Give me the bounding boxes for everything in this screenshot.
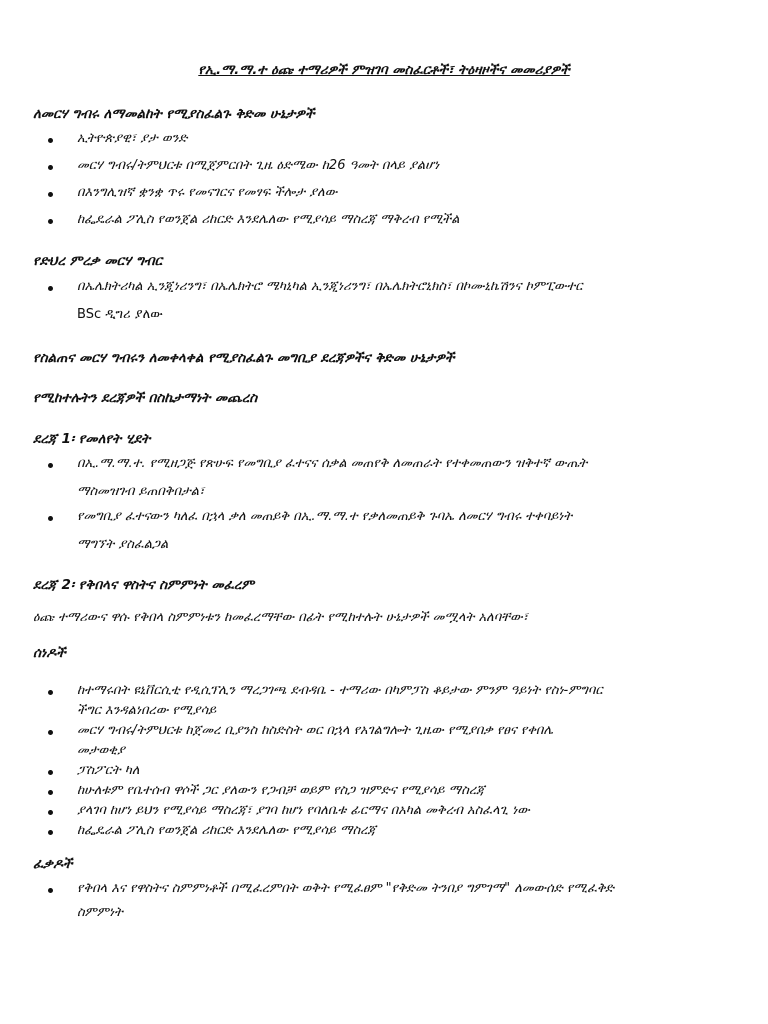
bullet-marker: [48, 165, 53, 170]
bullet-marker: [48, 463, 53, 468]
list-item-continuation: ማግኘት ያስፈልጋል: [77, 537, 169, 552]
list-item: ከሁለቱም የቤተሰብ ዋሶች ጋር ያለውን የጋብቻ ወይም የስጋ ዝምድና የሚያሳይ ማስረጃ: [77, 783, 485, 798]
section-heading-complete-steps: የሚከተሉትን ደረጃዎች በስኬታማነት መጨረስ: [33, 390, 258, 406]
list-item: ከተማሩበት ዩኒቨርሲቲ የዲሲፕሊን ማረጋገጫ ደብዳቤ - ተማሪው በካምፓስ ቆይታው ምንም ዓይነት የስነ-ምግባር: [77, 683, 603, 698]
bullet-marker: [48, 138, 53, 143]
list-item-continuation: BSc ዲግሪ ያለው: [77, 307, 163, 322]
permits-heading: ፈቃዶች: [33, 856, 73, 872]
list-item: ያላገባ ከሆነ ይህን የሚያሳይ ማስረጃ፣ ያገባ ከሆነ የባለቤቱ ፊርማና በአካል መቅረብ አስፈላጊ ነው: [77, 803, 530, 818]
list-item: በኢ.ማ.ማ.ተ. የሚዘጋጅ የጽሁፍ የመግቢያ ፈተናና ሰቃል መጠየቅ ለመጠራት የተቀመጠውን ዝቅተኛ ውጤት: [77, 456, 588, 471]
bullet-marker: [48, 888, 53, 893]
list-item: ከፌዴራል ፖሊስ የወንጀል ሪከርድ እንደሌለው የሚያሳይ ማስረጃ: [77, 823, 376, 838]
bullet-marker: [48, 790, 53, 795]
list-item: የቅበላ እና የዋስትና ስምምነቶች በሚፈረምበት ወቅት የሚፈፀም "የቅድመ ትንበያ ግምገማ" ለመውሰድ የሚፈቅድ: [77, 881, 614, 896]
list-item-continuation: መታወቂያ: [77, 743, 125, 758]
list-item: በኤሌክትሪካል ኢንጂነሪንግ፣ በኤሌክትሮ ሜካኒካል ኢንጂነሪንግ፣ በኤሌክትሮኒክስ፣ በኮሙኒኬሽንና ኮምፒውተር: [77, 279, 583, 294]
list-item: መርሃ ግብሩ/ትምህርቱ ከጀመረ ቢያንስ ከስድስት ወር በኋላ የአገልግሎት ጊዜው የሚያበቃ የፀና የቀበሌ: [77, 723, 554, 738]
list-item: መርሃ ግብሩ/ትምህርቱ በሚጀምርበት ጊዜ ዕድሜው ከ26 ዓመት በላይ ያልሆነ: [77, 158, 440, 173]
bullet-marker: [48, 770, 53, 775]
list-item-continuation: ማስመዝገብ ይጠበቅበታል፣: [77, 484, 205, 499]
bullet-marker: [48, 810, 53, 815]
bullet-marker: [48, 690, 53, 695]
list-item: ከፌዴራል ፖሊስ የወንጀል ሪከርድ እንደሌለው የሚያሳይ ማስረጃ ማቅረብ የሚችል: [77, 212, 460, 227]
list-item: ኢትዮጵያዊ፣ ያታ ወንድ: [77, 131, 188, 146]
step1-heading: ደረጃ 1፡ የመለየት ሂደት: [33, 431, 151, 447]
list-item: ፓስፖርት ካለ: [77, 763, 140, 778]
section-heading-entry-requirements: የስልጠና መርሃ ግብሩን ለመቀላቀል የሚያስፈልጉ መግቢያ ደረጃዎችና ቅድመ ሁኔታዎች: [33, 350, 455, 366]
documents-heading: ሰነዶች: [33, 645, 66, 661]
list-item: የመግቢያ ፈተናውን ካለፈ በኋላ ቃለ መጠይቅ በኢ.ማ.ማ.ተ የቃለመጠይቅ ጉባኤ ለመርሃ ግብሩ ተቀባይነት: [77, 509, 573, 524]
document-title: የኢ.ማ.ማ.ተ ዕጩ ተማሪዎች ምዝገባ መስፈርቶች፣ ትዕዛዞችና መመሪያዎች: [198, 62, 570, 78]
list-item: በእንግሊዝኛ ቋንቋ ጥሩ የመናገርና የመፃፍ ችሎታ ያለው: [77, 185, 338, 200]
list-item-continuation: ችግር እንዳልነበረው የሚያሳይ: [77, 703, 217, 718]
bullet-marker: [48, 192, 53, 197]
bullet-marker: [48, 286, 53, 291]
step2-heading: ደረጃ 2፡ የቅበላና ዋስትና ስምምነት መፈረም: [33, 577, 255, 593]
section-heading-prerequisites: ለመርሃ ግብሩ ለማመልከት የሚያስፈልጉ ቅድመ ሁኔታዎች: [33, 106, 315, 122]
step2-intro: ዕጩ ተማሪውና ዋሱ የቅበላ ስምምነቱን ከመፈረማቸው በፊት የሚከተሉት ሁኔታዎች መሟላት አለባቸው፣: [33, 610, 528, 625]
section-heading-postgraduate: የድህረ ምረቃ መርሃ ግብር: [33, 253, 163, 269]
bullet-marker: [48, 730, 53, 735]
list-item-continuation: ስምምነት: [77, 905, 123, 920]
bullet-marker: [48, 516, 53, 521]
bullet-marker: [48, 219, 53, 224]
bullet-marker: [48, 830, 53, 835]
